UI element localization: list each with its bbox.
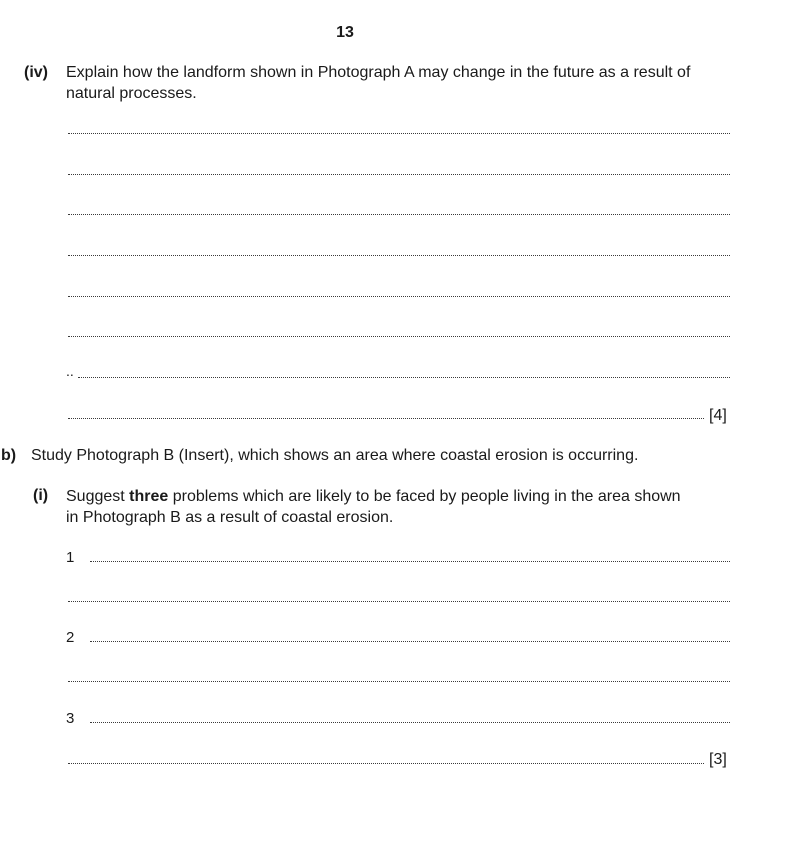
question-i-text-post: problems which are likely to be faced by people living in the area shown	[168, 488, 681, 505]
question-i-text-bold: three	[129, 488, 169, 505]
answer-line[interactable]	[68, 336, 730, 337]
question-i-text-pre: Suggest	[66, 488, 130, 505]
item-number-2: 2	[66, 629, 75, 646]
answer-line[interactable]	[68, 681, 730, 682]
question-b-label: b)	[1, 447, 17, 464]
question-i-text-line2: in Photograph B as a result of coastal erosion.	[66, 509, 394, 526]
answer-line[interactable]	[68, 601, 730, 602]
answer-line-item-2[interactable]	[90, 641, 730, 642]
answer-line[interactable]	[78, 377, 730, 378]
page-number: 13	[336, 24, 354, 41]
answer-line-item-1[interactable]	[90, 561, 730, 562]
question-i-text	[66, 486, 681, 528]
marks-i: [3]	[709, 751, 727, 768]
question-iv-text	[66, 62, 690, 104]
answer-line[interactable]	[68, 174, 730, 175]
answer-line[interactable]	[68, 255, 730, 256]
answer-line[interactable]	[68, 763, 704, 764]
marks-iv: [4]	[709, 407, 727, 424]
answer-line[interactable]	[68, 133, 730, 134]
answer-line-item-3[interactable]	[90, 722, 730, 723]
question-i-text-line1	[66, 486, 681, 507]
question-iv-text-line1: Explain how the landform shown in Photograph A may change in the future as a result of	[66, 64, 691, 81]
question-iv-label: (iv)	[24, 64, 48, 81]
question-b-text: Study Photograph B (Insert), which shows an area where coastal erosion is occurring.	[31, 447, 639, 464]
answer-line[interactable]	[68, 296, 730, 297]
answer-line-prefix: ..	[66, 363, 74, 379]
question-i-label: (i)	[33, 487, 49, 504]
answer-line[interactable]	[68, 418, 704, 419]
item-number-1: 1	[66, 549, 75, 566]
item-number-3: 3	[66, 710, 75, 727]
answer-line[interactable]	[68, 214, 730, 215]
question-iv-text-line2: natural processes.	[66, 85, 197, 102]
